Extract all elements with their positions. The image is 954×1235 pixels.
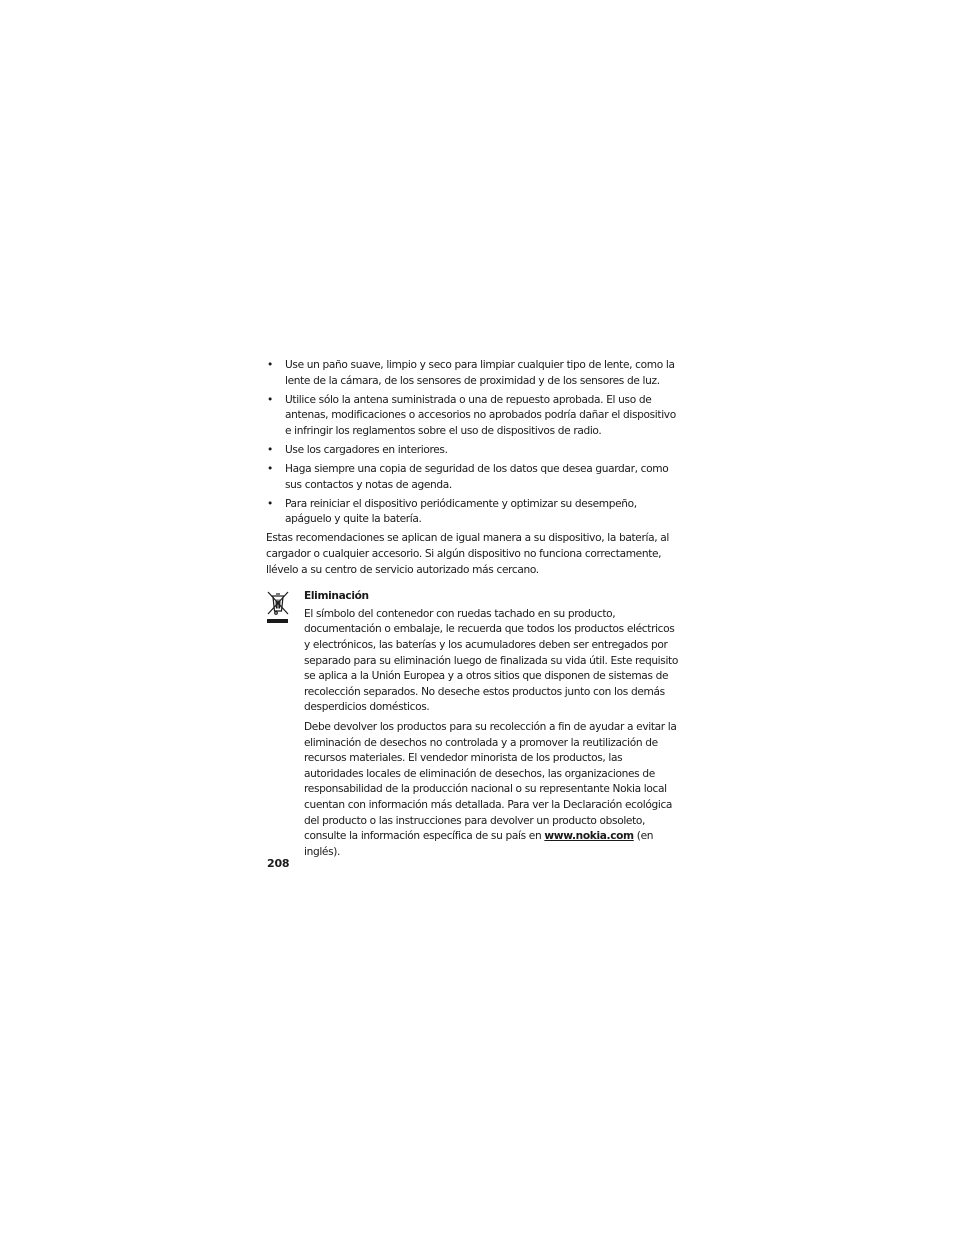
bullet-mark: • [267, 463, 273, 476]
page-content [266, 358, 680, 860]
disposal-section [266, 589, 680, 860]
list-item-text: Utilice sólo la antena suministrada o una de repuesto aprobada. El uso de antenas, modificaciones o accesorios no aprobados podría dañar el dispositivo e infringir los reglamentos sobre el uso de dispositivos de radio. [285, 393, 676, 437]
disposal-return-paragraph [304, 720, 680, 860]
disposal-heading: Eliminación [304, 590, 369, 603]
summary-paragraph: Estas recomendaciones se aplican de igual manera a su dispositivo, la batería, al cargador o cualquier accesorio. Si algún dispositivo no funciona correctamente, llévelo a su centro de servicio autorizado más cercano. [266, 532, 669, 576]
care-tips-list [266, 358, 680, 528]
list-item [266, 393, 680, 440]
bullet-mark: • [267, 443, 273, 456]
nokia-website-link[interactable]: www.nokia.com [544, 830, 634, 843]
disposal-return-text: Debe devolver los productos para su recolección a fin de ayudar a evitar la eliminación de desechos no controlada y a promover la reutilización de recursos materiales. El vendedor minorista de los productos, las autoridades locales de eliminación de desechos, las organizaciones de responsabilidad de la producción nacional o su representante Nokia local cuentan con información más detallada. Para ver la Declaración ecológica del producto o las instrucciones para devolver un producto obsoleto, consulte la información específica de su país en [304, 720, 677, 843]
list-item [266, 443, 680, 459]
bullet-mark: • [267, 393, 273, 406]
bullet-mark: • [267, 359, 273, 371]
list-item-text: Use un paño suave, limpio y seco para limpiar cualquier tipo de lente, como la lente de la cámara, de los sensores de proximidad y de los sensores de luz. [285, 359, 675, 387]
list-item [266, 358, 680, 389]
list-item-text: Para reiniciar el dispositivo periódicamente y optimizar su desempeño, apáguelo y quite la batería. [285, 497, 637, 526]
disposal-return-text-end: (en inglés). [304, 830, 654, 858]
page-number: 208 [267, 857, 290, 870]
list-item [266, 462, 680, 493]
list-item-text: Haga siempre una copia de seguridad de los datos que desea guardar, como sus contactos y notas de agenda. [285, 463, 669, 491]
bullet-mark: • [267, 497, 273, 510]
list-item [266, 497, 680, 528]
crossed-out-wheeled-bin-icon [266, 590, 290, 624]
list-item-text: Use los cargadores en interiores. [285, 443, 448, 456]
disposal-paragraph: El símbolo del contenedor con ruedas tachado en su producto, documentación o embalaje, le recuerda que todos los productos eléctricos y electrónicos, las baterías y los acumuladores deben ser entregados por separado para su eliminación luego de finalizada su vida útil. Este requisito se aplica a la Unión Europea y a otros sitios que disponen de sistemas de recolección separados. No deseche estos productos junto con los demás desperdicios domésticos. [304, 607, 678, 714]
